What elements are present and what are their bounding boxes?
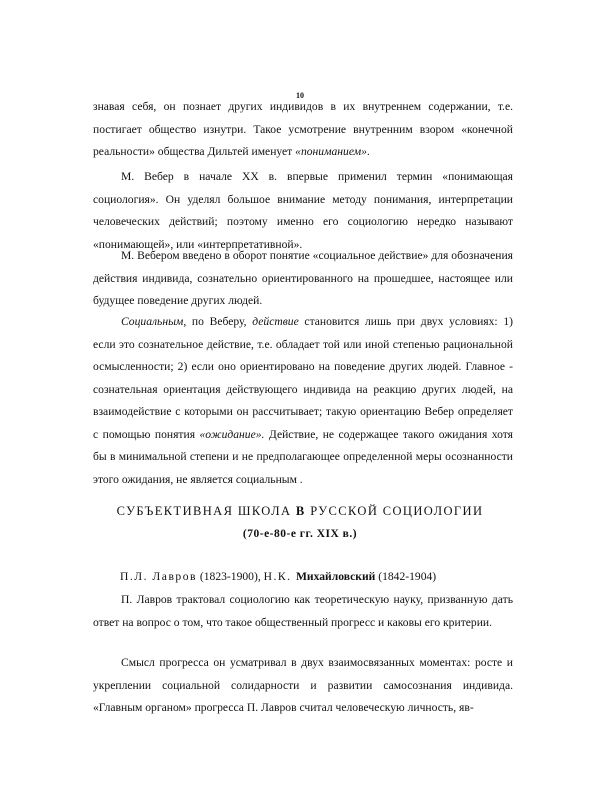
paragraph-text: М. Вебер в начале XX в. впервые применил термин «понимающая социология». Он уделял большое внимание методу понимания, интерпретации человеческих действий; поэтому именно его социологию нередко называют «понимающей», или «интерпретативной».: [93, 170, 513, 251]
author-dates: (1842-1904): [375, 570, 437, 583]
section-subheading: (70-е-80-е гг. XIX в.): [242, 528, 358, 540]
author-dates: (1823-1900),: [196, 570, 264, 583]
authors-line: [120, 566, 436, 589]
italic-term: «ожидание».: [199, 427, 265, 441]
author-name: П.Л. Лавров: [120, 570, 197, 583]
paragraph-text: П. Лавров трактовал социологию как теоретическую науку, призванную дать ответ на вопрос о том, что такое общественный прогресс и каковы его критерии.: [93, 593, 513, 629]
paragraph-text: М. Вебером введено в оборот понятие «социальное действие» для обозначения действия индивида, сознательно ориентированного на прошедшее, настоящее или будущее поведение других людей.: [93, 249, 513, 307]
italic-term: Социальным,: [121, 315, 187, 328]
author-initials: Н.К.: [263, 570, 296, 583]
page-number: 10: [296, 91, 304, 100]
paragraph-social-action: [93, 245, 513, 313]
paragraph-dilthey: [93, 96, 513, 164]
paragraph-text: .: [366, 145, 370, 158]
author-name: Михайловский: [295, 570, 376, 583]
italic-term: «пониманием»: [295, 145, 367, 158]
paragraph-conditions: [93, 311, 513, 491]
section-heading: [0, 504, 600, 519]
paragraph-weber-term: [93, 166, 513, 256]
paragraph-text: становится лишь при двух условиях: 1) если это сознательное действие, т.е. обладает той или иной степенью рациональной осмысленности; 2) если оно ориентировано на поведение других людей. Главное - сознательная ориентация действующего индивида на реакцию других людей, на взаимодействие с которыми он рассчитывает; такую ориентацию Вебер определяет с помощью понятия: [93, 315, 513, 441]
paragraph-text: Действие, не содержащее такого ожидания хотя бы в минимальной степени и не предполагающее определенной меры осознанности этого ожидания, не является социальным .: [93, 427, 513, 486]
paragraph-lavrov: [93, 589, 513, 634]
heading-bold-letter: В: [295, 504, 306, 518]
italic-term: действие: [252, 315, 299, 328]
paragraph-text: Смысл прогресса он усматривал в двух взаимосвязанных моментах: росте и укреплении социальной солидарности и развитии самосознания индивида. «Главным органом» прогресса П. Лавров считал человеческую личность, яв-: [93, 656, 513, 714]
heading-text: РУССКОЙ СОЦИОЛОГИИ: [305, 504, 484, 518]
paragraph-progress: [93, 652, 513, 720]
paragraph-text: знавая себя, он познает других индивидов в их внутреннем содержании, т.е. постигает общество изнутри. Такое усмотрение внутренним взором «конечной реальности» общества Дильтей именует: [93, 100, 513, 158]
paragraph-text: по Веберу,: [186, 315, 253, 328]
heading-text: СУБЪЕКТИВНАЯ ШКОЛА: [116, 504, 296, 518]
